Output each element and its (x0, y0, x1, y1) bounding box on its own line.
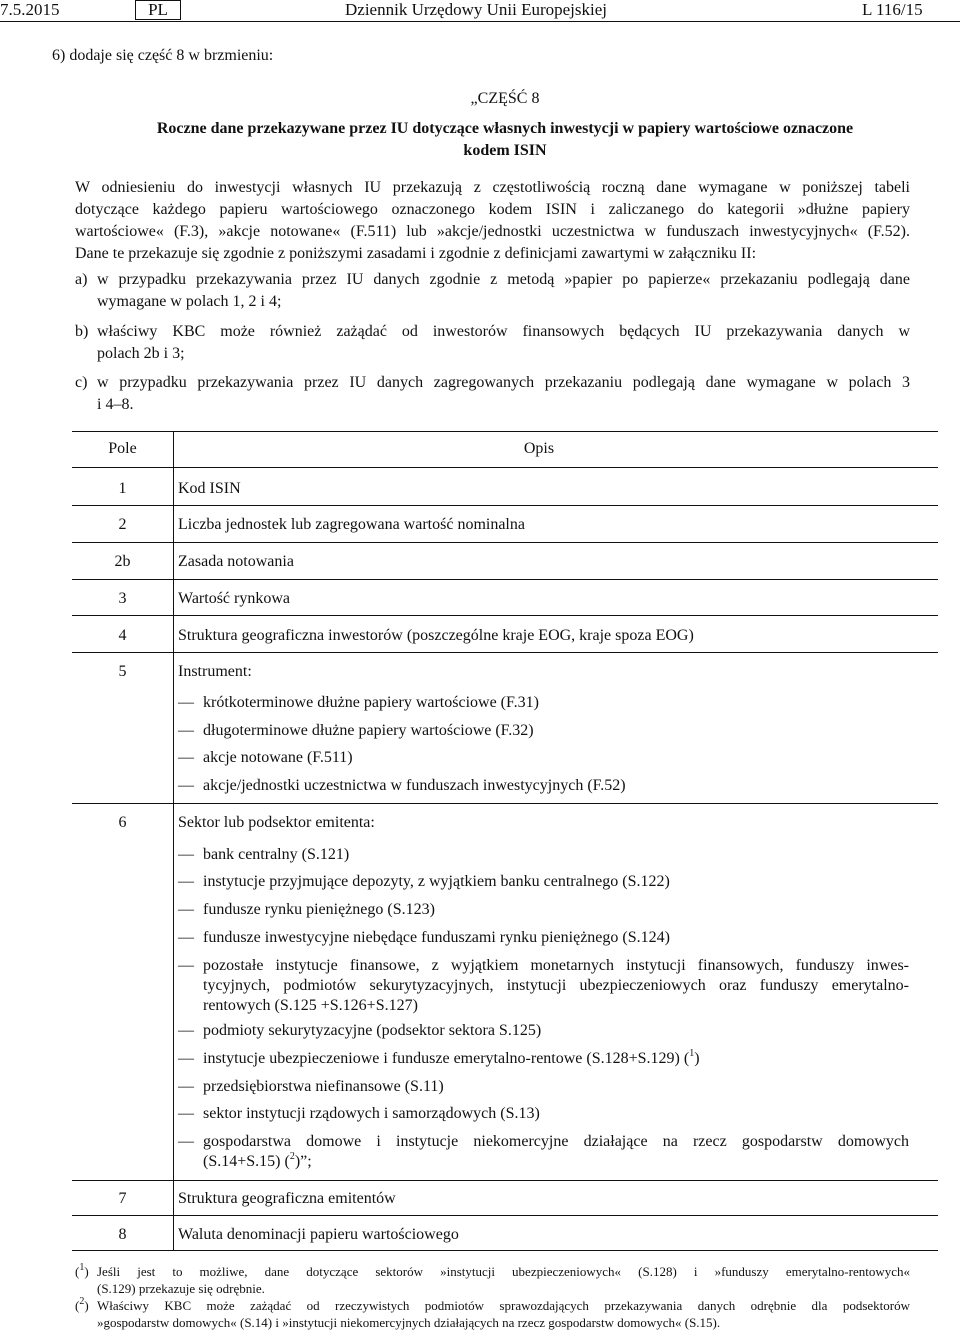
instrument-item: długoterminowe dłużne papiery wartościowe (F.32) (203, 722, 534, 739)
instrument-item: akcje notowane (F.511) (203, 749, 353, 766)
sector-item: bank centralny (S.121) (203, 846, 350, 863)
sector-item-text: (S.14+S.15) (203, 1153, 281, 1170)
list-dash: — (178, 1133, 194, 1150)
list-dash: — (178, 1078, 194, 1095)
sector-item: sektor instytucji rządowych i samorządowych (S.13) (203, 1105, 540, 1122)
instrument-item: krótkoterminowe dłużne papiery wartościowe (F.31) (203, 694, 539, 711)
sector-item: instytucje ubezpieczeniowe i fundusze emerytalno-rentowe (S.128+S.129) ($^1$) (203, 1048, 700, 1067)
sector-item-line: tycyjnych, podmiotów sekurytyzacyjnych, instytucji ubezpieczeniowych oraz funduszy emerytalno- (203, 977, 909, 994)
table-header-rule (72, 467, 938, 468)
table-row-description: Liczba jednostek lub zagregowana wartość nominalna (178, 516, 525, 533)
table-row-description: Kod ISIN (178, 480, 241, 497)
sector-item: przedsiębiorstwa niefinansowe (S.11) (203, 1078, 444, 1095)
paragraph-line: Dane te przekazuje się zgodnie z poniższymi zasadami i zgodnie z definicjami zawartymi w załączniku II: (75, 245, 757, 262)
footnote-ref[interactable]: 1 (689, 1048, 695, 1059)
footnote-text (97, 1297, 910, 1331)
rule-label: a) (75, 271, 88, 288)
table-header-opis: Opis (523, 440, 555, 457)
footnote-line: Jeśli jest to możliwe, dane dotyczące sektorów »instytucji ubezpieczeniowych« (S.128) i »funduszy emerytalno-rentowych« (97, 1264, 910, 1279)
rule-line: wymagane w polach 1, 2 i 4; (97, 293, 282, 310)
footnote-line: (S.129) przekazuje się odrębnie. (97, 1281, 265, 1296)
rule-line: w przypadku przekazywania przez IU danych zagregowanych przekazaniu podlegają dane wymagane w polach 3 (97, 374, 910, 391)
header-date: 7.5.2015 (0, 0, 60, 19)
rule-line: polach 2b i 3; (97, 345, 185, 362)
table-header-pole: Pole (108, 440, 137, 457)
table-row-number: 4 (118, 627, 127, 644)
list-dash: — (178, 873, 194, 890)
rule-line: i 4–8. (97, 396, 134, 413)
paragraph-line: dotyczące każdego papieru wartościowego oznaczonego kodem ISIN i zaliczanego do kategorii »dłużne papiery (75, 201, 910, 218)
table-row-rule (72, 505, 938, 506)
amendment-intro: 6) dodaje się część 8 w brzmieniu: (52, 47, 274, 64)
rule-text (97, 269, 910, 313)
footnote-text (97, 1263, 910, 1297)
list-dash: — (178, 722, 194, 739)
list-dash: — (178, 777, 194, 794)
sector-item-text: instytucje ubezpieczeniowe i fundusze emerytalno-rentowe (S.128+S.129) (203, 1050, 680, 1067)
footnote-line: »gospodarstw domowych« (S.14) i »instytucji niekomercyjnych działających na rzecz gospodarstw domowych« (S.15). (97, 1315, 721, 1330)
table-row-description: Instrument: (178, 663, 252, 680)
list-dash: — (178, 1022, 194, 1039)
footnote-line: Właściwy KBC może zażądać od rzeczywistych podmiotów sprawozdających przekazywania danych odrębnie dla podsektorów (97, 1298, 910, 1313)
list-dash: — (178, 901, 194, 918)
footnote-number: 2 (79, 1296, 85, 1307)
sector-item: fundusze inwestycyjne niebędące funduszami rynku pieniężnego (S.124) (203, 929, 670, 946)
table-bottom-rule (72, 1250, 938, 1251)
sector-item: instytucje przyjmujące depozyty, z wyjątkiem banku centralnego (S.122) (203, 873, 670, 890)
language-badge: PL (135, 0, 181, 20)
table-row-number: 5 (118, 663, 127, 680)
table-row-number: 2b (114, 553, 131, 570)
table-row-description: Sektor lub podsektor emitenta: (178, 814, 375, 831)
sector-item-line: pozostałe instytucje finansowe, z wyjątkiem monetarnych instytucji finansowych, funduszy inwes- (203, 957, 909, 974)
table-row-description: Struktura geograficzna emitentów (178, 1190, 396, 1207)
footnote-mark: ($^1$) (75, 1262, 89, 1279)
rule-line: właściwy KBC może również zażądać od inwestorów finansowych będących IU przekazywania danych w (97, 323, 910, 340)
table-row-number: 1 (118, 480, 127, 497)
footnote-number: 1 (79, 1262, 85, 1273)
list-dash: — (178, 1105, 194, 1122)
table-row-number: 3 (118, 590, 127, 607)
sector-item: fundusze rynku pieniężnego (S.123) (203, 901, 435, 918)
table-column-divider (173, 431, 174, 1250)
table-row-rule (72, 1180, 938, 1181)
section-title-line: Roczne dane przekazywane przez IU dotyczące własnych inwestycji w papiery wartościowe oznaczone (156, 120, 854, 137)
table-row-description: Struktura geograficzna inwestorów (poszczególne kraje EOG, kraje spoza EOG) (178, 627, 694, 644)
journal-title: Dziennik Urzędowy Unii Europejskiej (345, 0, 608, 19)
sector-item (203, 1132, 909, 1172)
table-top-rule (72, 431, 938, 432)
table-row-description: Wartość rynkowa (178, 590, 291, 607)
intro-paragraph (75, 177, 910, 265)
table-row-description: Waluta denominacji papieru wartościowego (178, 1226, 459, 1243)
rule-line: w przypadku przekazywania przez IU danych zgodnie z metodą »papier po papierze« przekazaniu podlegają dane (97, 271, 910, 288)
page-number: L 116/15 (862, 0, 923, 19)
list-dash: — (178, 846, 194, 863)
rule-text (97, 372, 910, 416)
closing-quote: ”; (300, 1153, 312, 1170)
table-row-number: 2 (118, 516, 127, 533)
footnote-ref[interactable]: 2 (289, 1151, 295, 1162)
table-row-rule (72, 615, 938, 616)
table-row-number: 7 (118, 1190, 127, 1207)
table-row-rule (72, 542, 938, 543)
list-dash: — (178, 957, 194, 974)
rule-label: b) (75, 323, 89, 340)
rule-text (97, 321, 910, 365)
table-row-number: 6 (118, 814, 127, 831)
sector-item-line: gospodarstwa domowe i instytucje niekomercyjne działające na rzecz gospodarstw domowych (203, 1133, 909, 1150)
list-dash: — (178, 929, 194, 946)
table-row-rule (72, 652, 938, 653)
list-dash: — (178, 694, 194, 711)
table-row-description: Zasada notowania (178, 553, 294, 570)
table-row-rule (72, 579, 938, 580)
section-title (60, 118, 950, 162)
paragraph-line: wartościowe« (F.3), »akcje notowane« (F.511) lub »akcje/jednostki uczestnictwa w funduszach inwestycyjnych« (F.52). (75, 223, 910, 240)
sector-item: podmioty sekurytyzacyjne (podsektor sektora S.125) (203, 1022, 542, 1039)
rule-label: c) (75, 374, 88, 391)
table-row-rule (72, 1215, 938, 1216)
footnote-mark: ($^2$) (75, 1296, 89, 1313)
section-title-line: kodem ISIN (463, 142, 547, 159)
list-dash: — (178, 749, 194, 766)
sector-item-line: rentowych (S.125 +S.126+S.127) (203, 997, 418, 1014)
instrument-item: akcje/jednostki uczestnictwa w funduszach inwestycyjnych (F.52) (203, 777, 626, 794)
part-label: „CZĘŚĆ 8 (470, 90, 540, 107)
table-row-rule (72, 803, 938, 804)
paragraph-line: W odniesieniu do inwestycji własnych IU przekazują z częstotliwością roczną dane wymagane w poniższej tabeli (75, 179, 910, 196)
sector-item (203, 956, 909, 1016)
header-rule (0, 21, 960, 22)
sector-item-line: (S.14+S.15) ($^2$)”; (203, 1151, 312, 1170)
list-dash: — (178, 1050, 194, 1067)
table-row-number: 8 (118, 1226, 127, 1243)
